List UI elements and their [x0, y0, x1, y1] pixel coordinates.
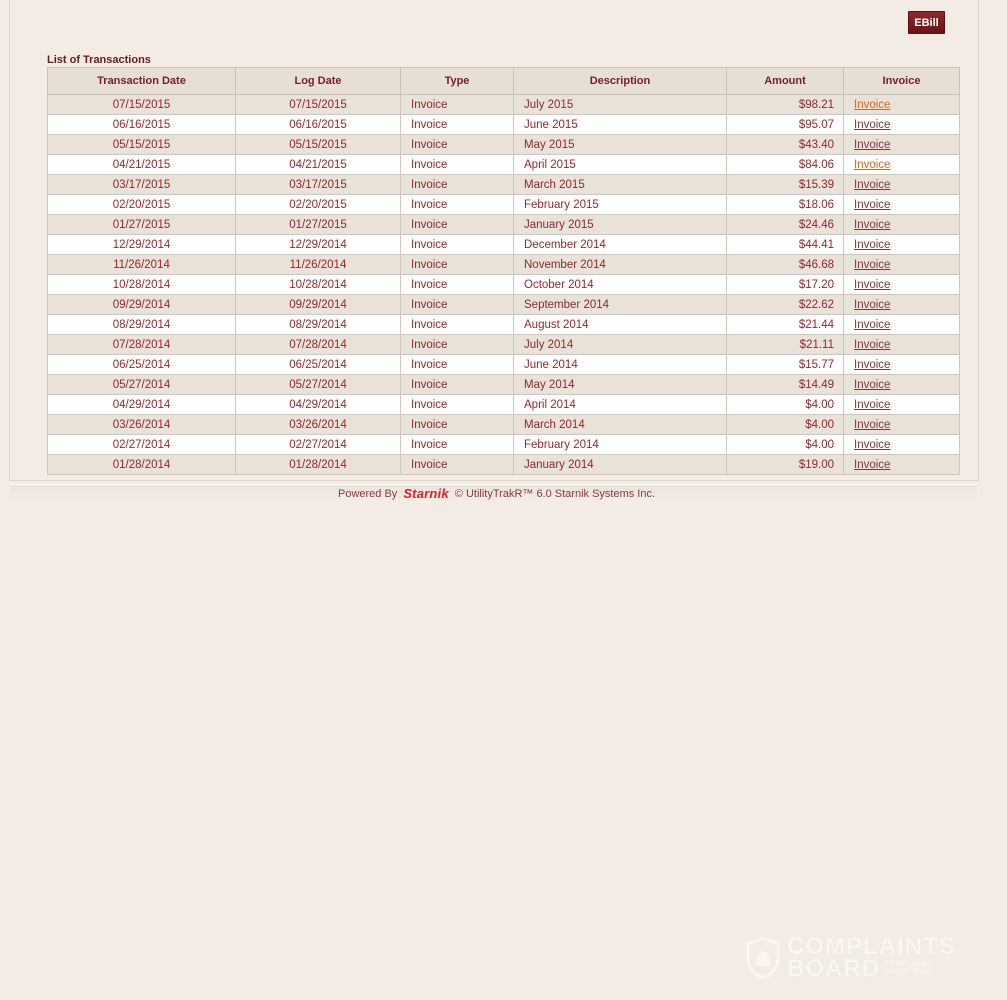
- cell-description: April 2015: [514, 155, 727, 175]
- cell-invoice: [844, 315, 960, 335]
- cell-amount: $44.41: [727, 235, 844, 255]
- invoice-link[interactable]: Invoice: [854, 378, 891, 391]
- cell-type: Invoice: [401, 175, 514, 195]
- cell-amount: $24.46: [727, 215, 844, 235]
- table-body: [48, 95, 960, 475]
- table-row: [48, 275, 960, 295]
- table-row: [48, 315, 960, 335]
- cell-type: Invoice: [401, 375, 514, 395]
- cell-type: Invoice: [401, 195, 514, 215]
- table-row: [48, 455, 960, 475]
- footer: [338, 486, 655, 501]
- cell-amount: $98.21: [727, 95, 844, 115]
- watermark-sub1: RESOLVING: [884, 961, 934, 968]
- cell-type: Invoice: [401, 435, 514, 455]
- table-row: [48, 195, 960, 215]
- cell-invoice: [844, 175, 960, 195]
- cell-type: Invoice: [401, 235, 514, 255]
- cell-log-date: 04/21/2015: [236, 155, 401, 175]
- cell-transaction-date: 04/21/2015: [48, 155, 236, 175]
- cell-transaction-date: 11/26/2014: [48, 255, 236, 275]
- cell-type: Invoice: [401, 455, 514, 475]
- cell-invoice: [844, 255, 960, 275]
- cell-log-date: 02/27/2014: [236, 435, 401, 455]
- powered-by-label: Powered By: [338, 487, 398, 500]
- cell-type: Invoice: [401, 115, 514, 135]
- cell-amount: $14.49: [727, 375, 844, 395]
- cell-description: January 2015: [514, 215, 727, 235]
- invoice-link[interactable]: Invoice: [854, 198, 891, 211]
- cell-log-date: 03/17/2015: [236, 175, 401, 195]
- cell-transaction-date: 07/15/2015: [48, 95, 236, 115]
- cell-log-date: 07/28/2014: [236, 335, 401, 355]
- invoice-link[interactable]: Invoice: [854, 118, 891, 131]
- invoice-link[interactable]: Invoice: [854, 458, 891, 471]
- col-invoice[interactable]: Invoice: [844, 68, 960, 95]
- cell-invoice: [844, 415, 960, 435]
- cell-invoice: [844, 355, 960, 375]
- cell-amount: $21.44: [727, 315, 844, 335]
- table-row: [48, 395, 960, 415]
- cell-description: February 2014: [514, 435, 727, 455]
- invoice-link[interactable]: Invoice: [854, 158, 891, 171]
- cell-description: January 2014: [514, 455, 727, 475]
- cell-description: September 2014: [514, 295, 727, 315]
- cell-type: Invoice: [401, 335, 514, 355]
- cell-type: Invoice: [401, 315, 514, 335]
- cell-description: July 2014: [514, 335, 727, 355]
- invoice-link[interactable]: Invoice: [854, 318, 891, 331]
- table-row: [48, 435, 960, 455]
- invoice-link[interactable]: Invoice: [854, 138, 891, 151]
- watermark-sub2: SINCE 2006: [884, 969, 933, 976]
- table-row: [48, 155, 960, 175]
- table-row: [48, 135, 960, 155]
- invoice-link[interactable]: Invoice: [854, 418, 891, 431]
- cell-amount: $15.77: [727, 355, 844, 375]
- cell-invoice: [844, 335, 960, 355]
- cell-log-date: 12/29/2014: [236, 235, 401, 255]
- content-panel: [9, 0, 979, 481]
- cell-transaction-date: 08/29/2014: [48, 315, 236, 335]
- cell-invoice: [844, 395, 960, 415]
- cell-transaction-date: 06/16/2015: [48, 115, 236, 135]
- cell-log-date: 06/16/2015: [236, 115, 401, 135]
- cell-type: Invoice: [401, 275, 514, 295]
- invoice-link[interactable]: Invoice: [854, 98, 891, 111]
- cell-invoice: [844, 235, 960, 255]
- table-row: [48, 95, 960, 115]
- table-row: [48, 175, 960, 195]
- cell-amount: $19.00: [727, 455, 844, 475]
- cell-transaction-date: 10/28/2014: [48, 275, 236, 295]
- cell-log-date: 05/15/2015: [236, 135, 401, 155]
- table-row: [48, 295, 960, 315]
- cell-description: June 2014: [514, 355, 727, 375]
- watermark-line2: BOARD: [787, 955, 880, 982]
- cell-type: Invoice: [401, 95, 514, 115]
- table-row: [48, 255, 960, 275]
- col-type[interactable]: Type: [401, 68, 514, 95]
- cell-type: Invoice: [401, 135, 514, 155]
- col-transaction-date[interactable]: Transaction Date: [48, 68, 236, 95]
- cell-transaction-date: 07/28/2014: [48, 335, 236, 355]
- starnik-logo: Starnik: [403, 486, 449, 501]
- col-amount[interactable]: Amount: [727, 68, 844, 95]
- cell-transaction-date: 05/15/2015: [48, 135, 236, 155]
- cell-amount: $4.00: [727, 435, 844, 455]
- cell-amount: $43.40: [727, 135, 844, 155]
- cell-amount: $4.00: [727, 415, 844, 435]
- cell-amount: $95.07: [727, 115, 844, 135]
- invoice-link[interactable]: Invoice: [854, 298, 891, 311]
- cell-type: Invoice: [401, 395, 514, 415]
- cell-transaction-date: 12/29/2014: [48, 235, 236, 255]
- cell-transaction-date: 01/28/2014: [48, 455, 236, 475]
- cell-log-date: 10/28/2014: [236, 275, 401, 295]
- col-log-date[interactable]: Log Date: [236, 68, 401, 95]
- cell-invoice: [844, 115, 960, 135]
- cell-log-date: 06/25/2014: [236, 355, 401, 375]
- invoice-link[interactable]: Invoice: [854, 278, 891, 291]
- cell-invoice: [844, 155, 960, 175]
- cell-invoice: [844, 295, 960, 315]
- cell-description: February 2015: [514, 195, 727, 215]
- invoice-link[interactable]: Invoice: [854, 358, 891, 371]
- cell-amount: $22.62: [727, 295, 844, 315]
- cell-amount: $18.06: [727, 195, 844, 215]
- list-title: List of Transactions: [47, 54, 151, 66]
- cell-transaction-date: 03/17/2015: [48, 175, 236, 195]
- cell-transaction-date: 09/29/2014: [48, 295, 236, 315]
- transactions-table: [47, 67, 960, 475]
- cell-description: May 2014: [514, 375, 727, 395]
- cell-invoice: [844, 455, 960, 475]
- table-row: [48, 235, 960, 255]
- cell-invoice: [844, 375, 960, 395]
- cell-transaction-date: 02/27/2014: [48, 435, 236, 455]
- invoice-link[interactable]: Invoice: [854, 178, 891, 191]
- cell-log-date: 08/29/2014: [236, 315, 401, 335]
- shield-icon: [745, 936, 781, 980]
- cell-description: July 2015: [514, 95, 727, 115]
- cell-amount: $17.20: [727, 275, 844, 295]
- cell-description: March 2014: [514, 415, 727, 435]
- watermark: [745, 934, 960, 982]
- cell-type: Invoice: [401, 295, 514, 315]
- cell-type: Invoice: [401, 355, 514, 375]
- cell-description: November 2014: [514, 255, 727, 275]
- invoice-link[interactable]: Invoice: [854, 338, 891, 351]
- cell-description: August 2014: [514, 315, 727, 335]
- cell-amount: $15.39: [727, 175, 844, 195]
- cell-log-date: 07/15/2015: [236, 95, 401, 115]
- cell-invoice: [844, 435, 960, 455]
- ebill-button[interactable]: EBill: [908, 11, 945, 34]
- cell-description: December 2014: [514, 235, 727, 255]
- cell-transaction-date: 01/27/2015: [48, 215, 236, 235]
- cell-amount: $4.00: [727, 395, 844, 415]
- cell-log-date: 03/26/2014: [236, 415, 401, 435]
- table-row: [48, 335, 960, 355]
- cell-log-date: 11/26/2014: [236, 255, 401, 275]
- cell-description: April 2014: [514, 395, 727, 415]
- cell-description: May 2015: [514, 135, 727, 155]
- cell-type: Invoice: [401, 255, 514, 275]
- cell-amount: $21.11: [727, 335, 844, 355]
- cell-transaction-date: 03/26/2014: [48, 415, 236, 435]
- cell-amount: $84.06: [727, 155, 844, 175]
- cell-log-date: 02/20/2015: [236, 195, 401, 215]
- cell-type: Invoice: [401, 415, 514, 435]
- cell-transaction-date: 04/29/2014: [48, 395, 236, 415]
- invoice-link[interactable]: Invoice: [854, 238, 891, 251]
- cell-invoice: [844, 275, 960, 295]
- invoice-link[interactable]: Invoice: [854, 438, 891, 451]
- copyright-text: © UtilityTrakR™ 6.0 Starnik Systems Inc.: [454, 487, 656, 500]
- cell-invoice: [844, 135, 960, 155]
- cell-log-date: 05/27/2014: [236, 375, 401, 395]
- table-row: [48, 355, 960, 375]
- cell-log-date: 09/29/2014: [236, 295, 401, 315]
- table-row: [48, 415, 960, 435]
- cell-type: Invoice: [401, 215, 514, 235]
- cell-invoice: [844, 215, 960, 235]
- col-description[interactable]: Description: [514, 68, 727, 95]
- cell-description: October 2014: [514, 275, 727, 295]
- invoice-link[interactable]: Invoice: [854, 218, 891, 231]
- cell-transaction-date: 05/27/2014: [48, 375, 236, 395]
- cell-description: March 2015: [514, 175, 727, 195]
- cell-transaction-date: 06/25/2014: [48, 355, 236, 375]
- invoice-link[interactable]: Invoice: [854, 398, 891, 411]
- cell-transaction-date: 02/20/2015: [48, 195, 236, 215]
- invoice-link[interactable]: Invoice: [854, 258, 891, 271]
- table-row: [48, 375, 960, 395]
- cell-amount: $46.68: [727, 255, 844, 275]
- watermark-line1: COMPLAINTS: [787, 933, 956, 960]
- table-row: [48, 215, 960, 235]
- table-header-row: [48, 68, 960, 95]
- cell-log-date: 01/27/2015: [236, 215, 401, 235]
- cell-log-date: 01/28/2014: [236, 455, 401, 475]
- cell-type: Invoice: [401, 155, 514, 175]
- cell-invoice: [844, 95, 960, 115]
- table-row: [48, 115, 960, 135]
- cell-log-date: 04/29/2014: [236, 395, 401, 415]
- cell-description: June 2015: [514, 115, 727, 135]
- cell-invoice: [844, 195, 960, 215]
